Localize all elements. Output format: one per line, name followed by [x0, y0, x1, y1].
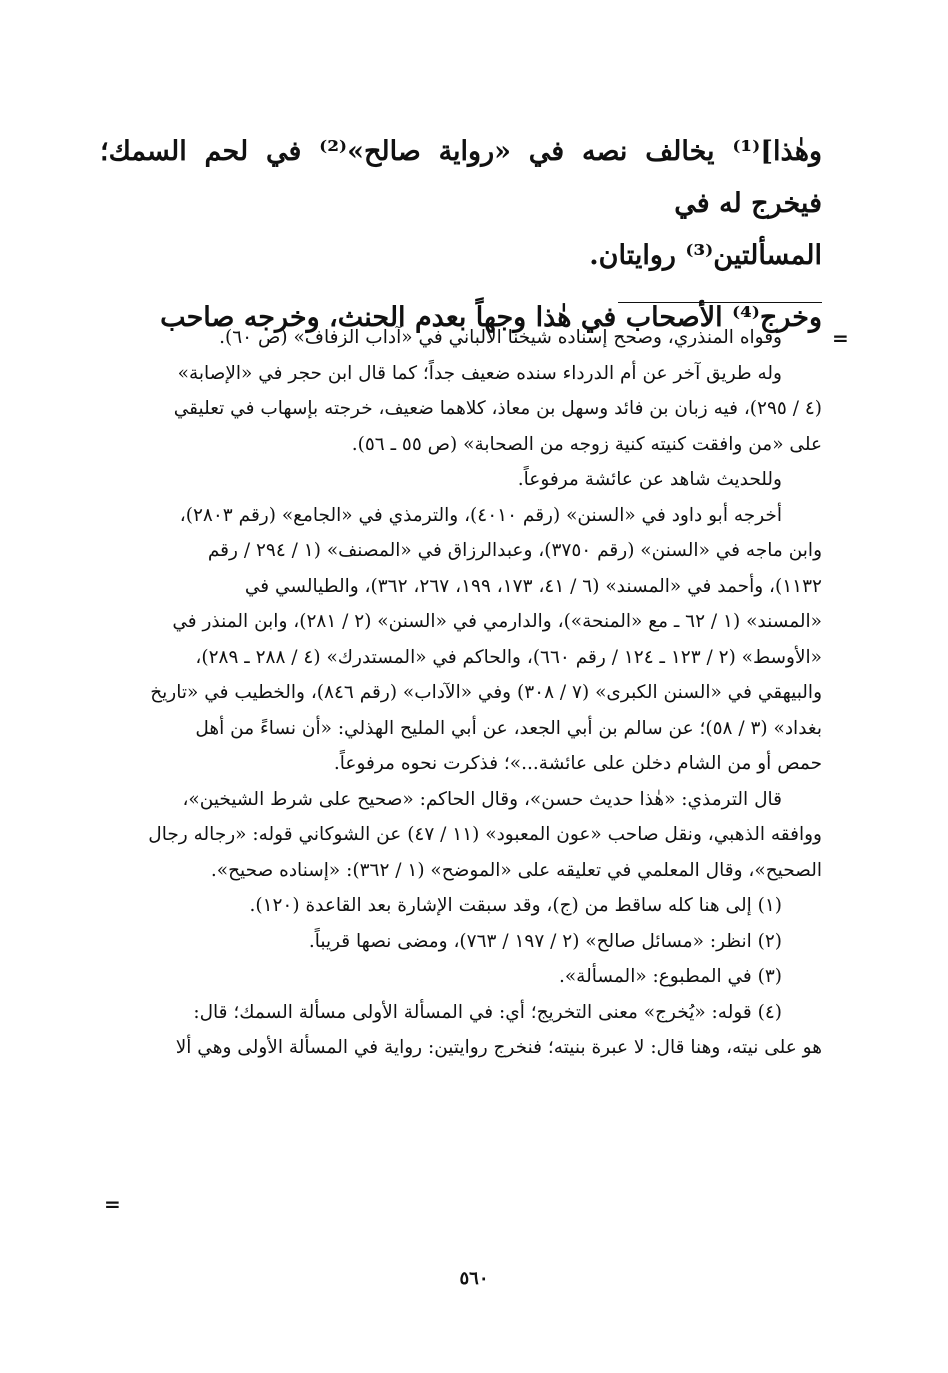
footnote-continuation-line: حمص أو من الشام دخلن على عائشة...»؛ فذكرت نحوه مرفوعاً.: [333, 753, 822, 774]
footnote-continuation-line: وللحديث شاهد عن عائشة مرفوعاً.: [517, 469, 782, 490]
footnote-line: (٢) انظر: «مسائل صالح» (٢ / ١٩٧ / ٧٦٣)، ومضى نصها قريباً.: [308, 930, 782, 952]
footnote-line: هو على نيته، وهنا قال: لا عبرة بنيته؛ فنخرج روايتين: رواية في المسألة الأولى وهي ألا: [175, 1037, 822, 1058]
footnote-continuation-line: وقواه المنذري، وصحح إسناده شيخنا الألباني في «آداب الزفاف» (ص ٦٠).: [219, 327, 782, 348]
footnote-continuation-line: ووافقه الذهبي، ونقل صاحب «عون المعبود» (١١ / ٤٧) عن الشوكاني قوله: «رجاله رجال: [148, 824, 822, 845]
footnotes-area: [100, 320, 822, 1066]
page-number: ٥٦٠: [459, 1268, 489, 1289]
continuation-mark-bottom: =: [104, 1192, 121, 1216]
footnote-continuation-line: «الأوسط» (٢ / ١٢٣ ـ ١٢٤ / رقم ٦٦٠)، والحاكم في «المستدرك» (٤ / ٢٨٨ ـ ٢٨٩)،: [195, 646, 822, 668]
footnote-line: (٤) قوله: «يُخرج» معنى التخريج؛ أي: في المسألة الأولى مسألة السمك؛ قال:: [193, 1001, 782, 1023]
continuation-mark-top: =: [832, 326, 849, 350]
footnote-continuation-line: الصحيح»، وقال المعلمي في تعليقه على «الموضح» (١ / ٣٦٢): «إسناده صحيح».: [210, 859, 822, 881]
footnote-separator: [618, 302, 822, 303]
footnote-line: (٣) في المطبوع: «المسألة».: [558, 966, 782, 987]
footnote-continuation-line: أخرجه أبو داود في «السنن» (رقم ٤٠١٠)، والترمذي في «الجامع» (رقم ٢٨٠٣)،: [179, 504, 782, 526]
main-paragraph-1: [100, 126, 822, 282]
footnote-continuation-line: وله طريق آخر عن أم الدرداء سنده ضعيف جداً؛ كما قال ابن حجر في «الإصابة»: [177, 362, 782, 384]
main-line: وهٰذا]⁽¹⁾ يخالف نصه في «رواية صالح»⁽²⁾ في لحم السمك؛ فيخرج له في: [100, 136, 822, 219]
footnote-continuation-line: على «من وافقت كنيته كنية زوجه من الصحابة» (ص ٥٥ ـ ٥٦).: [351, 433, 822, 455]
footnote-continuation-line: وابن ماجه في «السنن» (رقم ٣٧٥٠)، وعبدالرزاق في «المصنف» (١ / ٢٩٤ / رقم: [207, 540, 822, 561]
footnote-continuation-line: «المسند» (١ / ٦٢ ـ مع «المنحة»)، والدارمي في «السنن» (٢ / ٢٨١)، وابن المنذر في: [172, 611, 822, 632]
main-line: المسألتين⁽³⁾ روايتان.: [589, 240, 822, 271]
footnote-continuation-line: (٤ / ٢٩٥)، فيه زبان بن فائد وسهل بن معاذ، كلاهما ضعيف، خرجته بإسهاب في تعليقي: [173, 398, 822, 419]
footnote-continuation-line: والبيهقي في «السنن الكبرى» (٧ / ٣٠٨) وفي «الآداب» (رقم ٨٤٦)، والخطيب في «تاريخ: [150, 682, 822, 703]
main-line: وخرج⁽⁴⁾ الأصحاب في هٰذا وجهاً بعدم الحنث، وخرجه صاحب: [160, 302, 822, 333]
footnote-line: (١) إلى هنا كله ساقط من (ج)، وقد سبقت الإشارة بعد القاعدة (١٢٠).: [249, 895, 782, 916]
footnote-continuation-line: قال الترمذي: «هٰذا حديث حسن»، وقال الحاكم: «صحيح على شرط الشيخين»،: [182, 788, 782, 810]
footnote-continuation-line: بغداد» (٣ / ٥٨)؛ عن سالم بن أبي الجعد، عن أبي المليح الهذلي: «أن نساءً من أهل: [195, 717, 822, 739]
footnote-continuation-line: ١١٣٢)، وأحمد في «المسند» (٦ / ٤١، ١٧٣، ١٩٩، ٢٦٧، ٣٦٢)، والطيالسي في: [244, 575, 822, 597]
